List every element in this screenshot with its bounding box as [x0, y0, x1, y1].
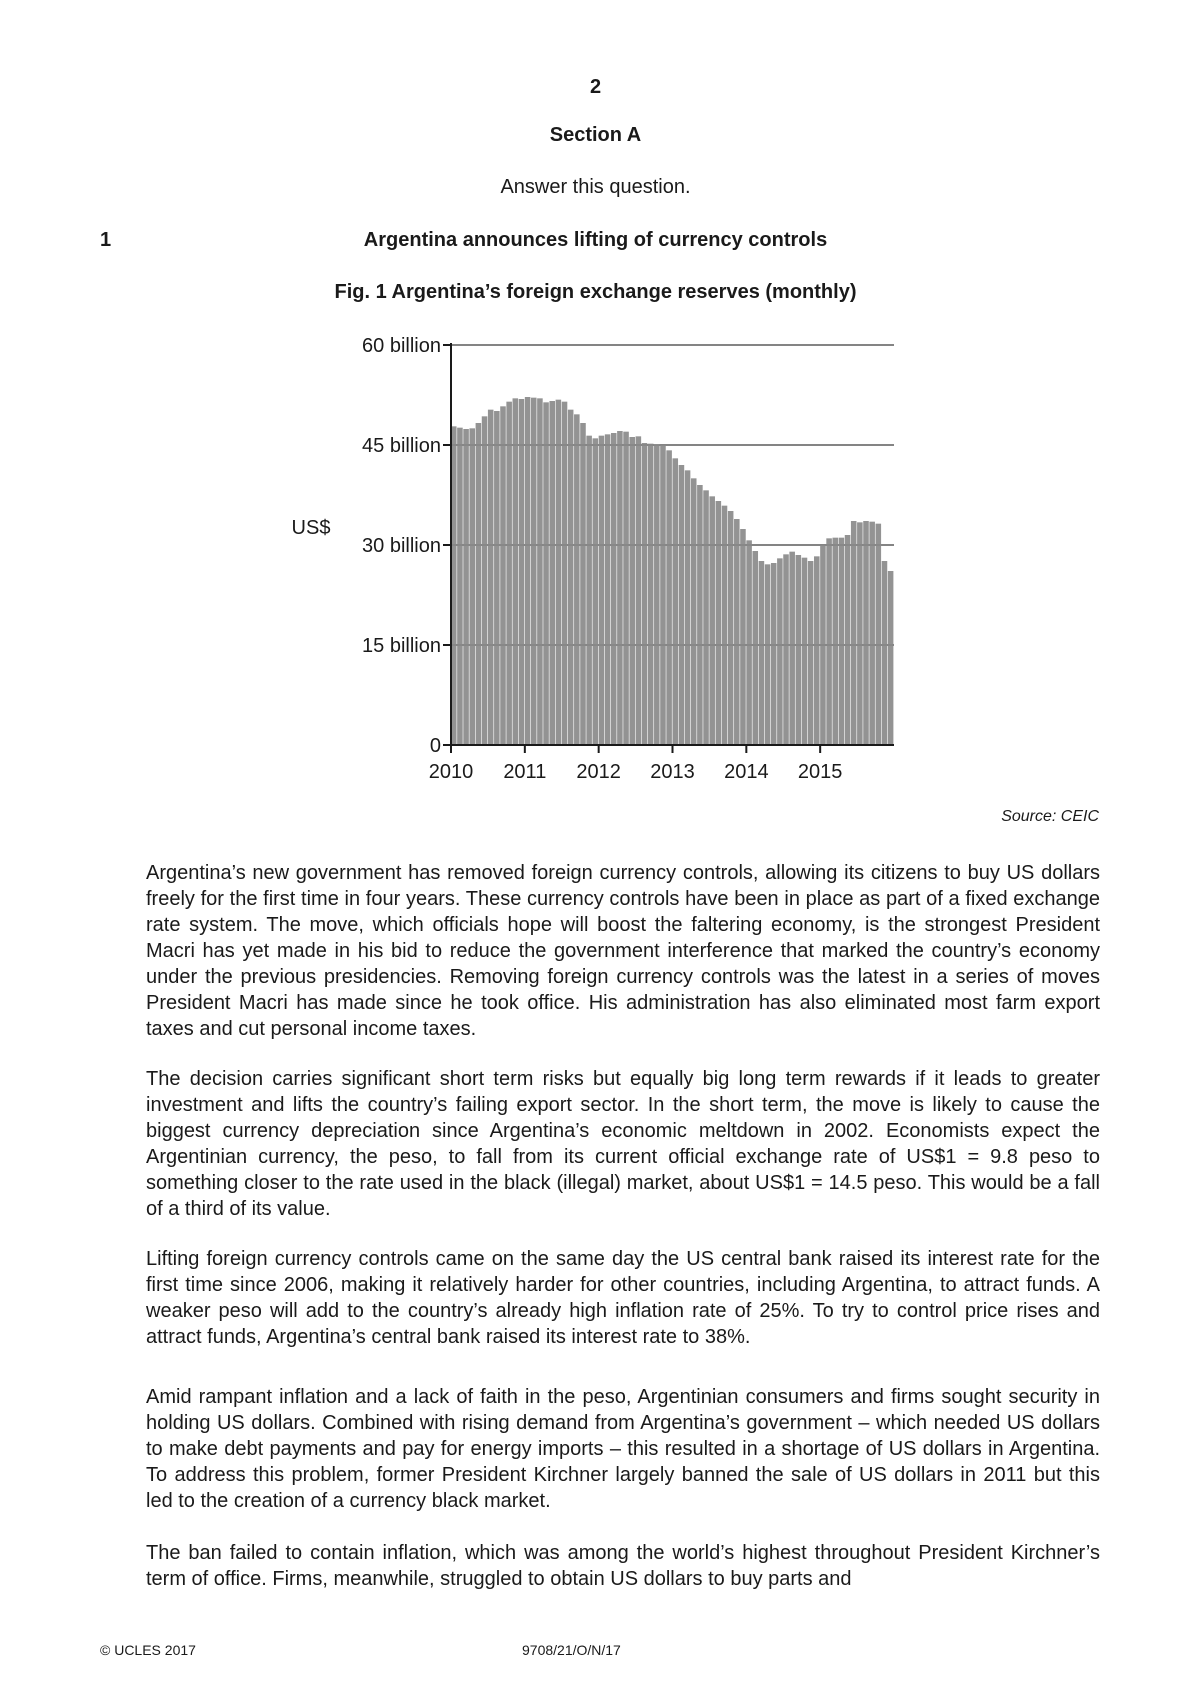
bar-51	[765, 564, 771, 745]
figure-title: Fig. 1 Argentina’s foreign exchange reserves (monthly)	[334, 281, 857, 303]
bar-29	[629, 437, 635, 745]
bar-70	[882, 561, 888, 745]
bar-50	[759, 561, 765, 745]
bar-9	[506, 402, 512, 745]
bar-46	[734, 519, 740, 745]
bar-11	[519, 399, 525, 745]
bar-36	[673, 458, 679, 745]
bar-58	[808, 561, 814, 745]
bar-47	[740, 529, 746, 745]
bar-10	[513, 398, 519, 745]
paragraph-1: Argentina’s new government has removed foreign currency controls, allowing its citizens to buy US dollars freely for the first time in four years. These currency controls have been in place as part of a fixed exchange rate system. The move, which officials hope will boost the faltering economy, is the strongest President Macri has yet made in his bid to reduce the government interference that marked the country’s economy under the previous presidencies. Removing foreign currency controls was the latest in a series of moves President Macri has made since he took office. His administration has also eliminated most farm export taxes and cut personal income taxes.	[146, 862, 1100, 1040]
bar-1	[457, 428, 463, 745]
bar-37	[679, 465, 685, 745]
bar-67	[863, 521, 869, 745]
y-tick-label-2: 30 billion	[362, 535, 441, 557]
y-tick-label-4: 60 billion	[362, 335, 441, 357]
reserves-bar-chart	[0, 0, 1191, 800]
y-axis-label: US$	[291, 517, 331, 539]
source-note: Source: CEIC	[1001, 808, 1099, 825]
bar-34	[660, 445, 666, 745]
bar-26	[611, 433, 617, 745]
bar-38	[685, 470, 691, 745]
bar-52	[771, 563, 777, 745]
bar-17	[556, 400, 562, 745]
bar-68	[869, 522, 875, 745]
bar-16	[549, 401, 555, 745]
bar-18	[562, 402, 568, 745]
bar-62	[832, 538, 838, 745]
instruction: Answer this question.	[500, 176, 691, 198]
bar-27	[617, 431, 623, 745]
bar-42	[709, 496, 715, 745]
paragraph-3: Lifting foreign currency controls came on the same day the US central bank raised its interest rate for the first time since 2006, making it relatively harder for other countries, including Argentina, to attract funds. A weaker peso will add to the country’s already high inflation rate of 25%. To try to control price rises and attract funds, Argentina’s central bank raised its interest rate to 38%.	[146, 1248, 1100, 1348]
bar-7	[494, 411, 500, 745]
paragraph-4: Amid rampant inflation and a lack of faith in the peso, Argentinian consumers and firms sought security in holding US dollars. Combined with rising demand from Argentina’s government – which needed US dollars to make debt payments and pay for energy imports – this resulted in a shortage of US dollars in Argentina. To address this problem, former President Kirchner largely banned the sale of US dollars in 2011 but this led to the creation of a currency black market.	[146, 1386, 1100, 1512]
bar-3	[469, 428, 475, 745]
bar-56	[796, 555, 802, 745]
bar-13	[531, 398, 537, 745]
bar-24	[599, 436, 605, 745]
bar-4	[476, 423, 482, 745]
bar-43	[716, 501, 722, 745]
bar-33	[654, 444, 660, 745]
bar-69	[876, 524, 882, 745]
bar-53	[777, 558, 783, 745]
bar-21	[580, 423, 586, 745]
paragraph-5: The ban failed to contain inflation, which was among the world’s highest throughout President Kirchner’s term of office. Firms, meanwhile, struggled to obtain US dollars to buy parts and	[146, 1542, 1100, 1590]
x-tick-label-2: 2012	[576, 761, 621, 783]
bar-41	[703, 490, 709, 745]
bar-2	[463, 429, 469, 745]
question-title: Argentina announces lifting of currency controls	[363, 229, 828, 251]
bar-6	[488, 410, 494, 745]
x-tick-label-3: 2013	[650, 761, 695, 783]
footer-paper-code: 9708/21/O/N/17	[522, 1642, 621, 1658]
bar-14	[537, 398, 543, 745]
x-tick-label-0: 2010	[428, 761, 474, 783]
bar-20	[574, 414, 580, 745]
bar-66	[857, 522, 863, 745]
bar-39	[691, 478, 697, 745]
y-tick-label-3: 45 billion	[362, 435, 441, 457]
bar-15	[543, 402, 549, 745]
paragraph-2: The decision carries significant short term risks but equally big long term rewards if it leads to greater investment and lifts the country’s failing export sector. In the short term, the move is likely to cause the biggest currency depreciation since Argentina’s economic meltdown in 2002. Economists expect the Argentinian currency, the peso, to fall from its current official exchange rate of US$1 = 9.8 peso to something closer to the rate used in the black (illegal) market, about US$1 = 14.5 peso. This would be a fall of a third of its value.	[146, 1068, 1100, 1220]
bar-45	[728, 511, 734, 745]
bar-71	[888, 571, 894, 745]
bar-19	[568, 410, 574, 745]
bar-30	[636, 436, 642, 745]
question-number: 1	[100, 229, 112, 251]
x-tick-label-1: 2011	[503, 761, 547, 783]
bar-23	[593, 438, 599, 745]
bar-44	[722, 506, 728, 745]
x-tick-label-5: 2015	[797, 761, 843, 783]
bar-55	[789, 552, 795, 745]
bar-49	[752, 551, 758, 745]
bar-32	[648, 444, 654, 745]
x-tick-label-4: 2014	[724, 761, 769, 783]
bar-40	[697, 485, 703, 745]
bar-61	[826, 538, 832, 745]
page-number: 2	[589, 76, 602, 98]
y-tick-label-1: 15 billion	[362, 635, 441, 657]
bar-5	[482, 416, 488, 745]
bar-64	[845, 535, 851, 745]
bar-63	[839, 538, 845, 745]
bar-57	[802, 558, 808, 745]
bar-31	[642, 443, 648, 745]
y-tick-label-0: 0	[429, 735, 441, 757]
bar-59	[814, 556, 820, 745]
bar-8	[500, 406, 506, 745]
bar-48	[746, 540, 752, 745]
bar-54	[783, 554, 789, 745]
bar-12	[525, 397, 531, 745]
bar-65	[851, 521, 857, 745]
bar-28	[623, 432, 629, 745]
bar-25	[605, 434, 611, 745]
footer-copyright: © UCLES 2017	[100, 1642, 196, 1658]
bar-22	[586, 436, 592, 745]
chart-bars	[451, 345, 894, 745]
bar-35	[666, 450, 672, 745]
section-title: Section A	[549, 124, 642, 146]
